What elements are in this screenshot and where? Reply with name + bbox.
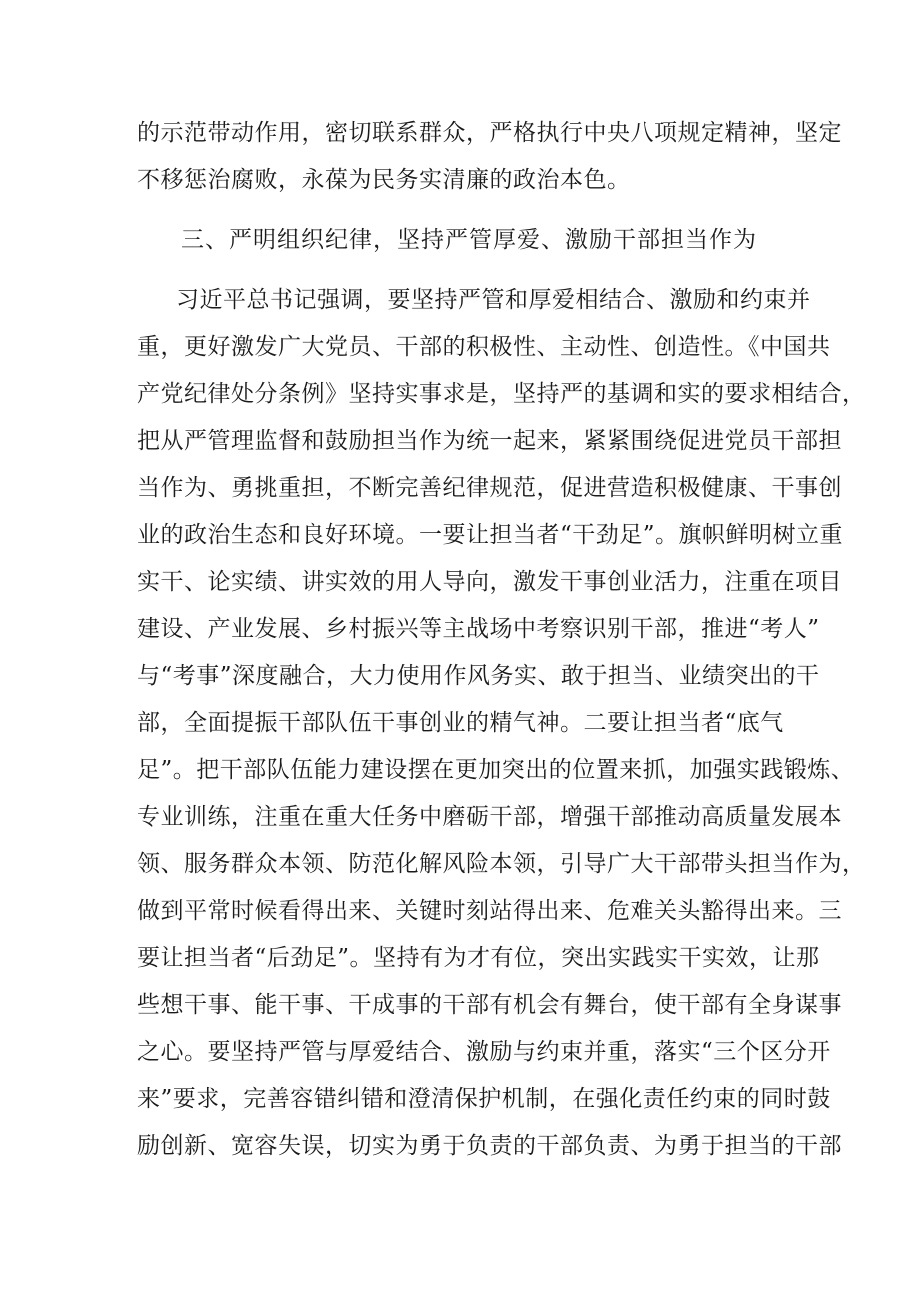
paragraph-line: 与“考事”深度融合，大力使用作风务实、敢于担当、业绩突出的干: [137, 663, 820, 689]
paragraph-line: 实干、论实绩、讲实效的用人导向，激发干事创业活力，注重在项目: [137, 569, 842, 595]
paragraph-line: 重，更好激发广大党员、干部的积极性、主动性、创造性。《中国共: [137, 334, 831, 360]
paragraph-line: 建设、产业发展、乡村振兴等主战场中考察识别干部，推进“考人”: [137, 616, 820, 642]
paragraph-line: 产党纪律处分条例》坚持实事求是，坚持严的基调和实的要求相结合，: [137, 381, 866, 407]
section-heading: 三、严明组织纪律，坚持严管厚爱、激励干部担当作为: [181, 227, 757, 253]
paragraph-line: 来”要求，完善容错纠错和澄清保护机制，在强化责任约束的同时鼓: [137, 1086, 831, 1112]
paragraph-line: 些想干事、能干事、干成事的干部有机会有舞台，使干部有全身谋事: [137, 992, 842, 1018]
paragraph-line: 专业训练，注重在重大任务中磨砺干部，增强干部推动高质量发展本: [137, 804, 842, 830]
paragraph-line: 不移惩治腐败，永葆为民务实清廉的政治本色。: [137, 167, 631, 193]
paragraph-line: 把从严管理监督和鼓励担当作为统一起来，紧紧围绕促进党员干部担: [137, 428, 842, 454]
paragraph-line: 业的政治生态和良好环境。一要让担当者“干劲足”。旗帜鲜明树立重: [137, 522, 844, 548]
paragraph-line: 要让担当者“后劲足”。坚持有为才有位，突出实践实干实效，让那: [137, 945, 820, 971]
paragraph-line: 部，全面提振干部队伍干事创业的精气神。二要让担当者“底气: [137, 710, 784, 736]
paragraph-line: 习近平总书记强调，要坚持严管和厚爱相结合、激励和约束并: [176, 287, 811, 313]
paragraph-line: 做到平常时候看得出来、关键时刻站得出来、危难关头豁得出来。三: [137, 898, 842, 924]
paragraph-line: 足”。把干部队伍能力建设摆在更加突出的位置来抓，加强实践锻炼、: [137, 757, 855, 783]
paragraph-line: 当作为、勇挑重担，不断完善纪律规范，促进营造积极健康、干事创: [137, 475, 842, 501]
paragraph-line: 励创新、宽容失误，切实为勇于负责的干部负责、为勇于担当的干部: [137, 1133, 842, 1159]
paragraph-line: 领、服务群众本领、防范化解风险本领，引导广大干部带头担当作为，: [137, 851, 866, 877]
paragraph-line: 的示范带动作用，密切联系群众，严格执行中央八项规定精神，坚定: [137, 120, 842, 146]
paragraph-line: 之心。要坚持严管与厚爱结合、激励与约束并重，落实“三个区分开: [137, 1039, 831, 1065]
